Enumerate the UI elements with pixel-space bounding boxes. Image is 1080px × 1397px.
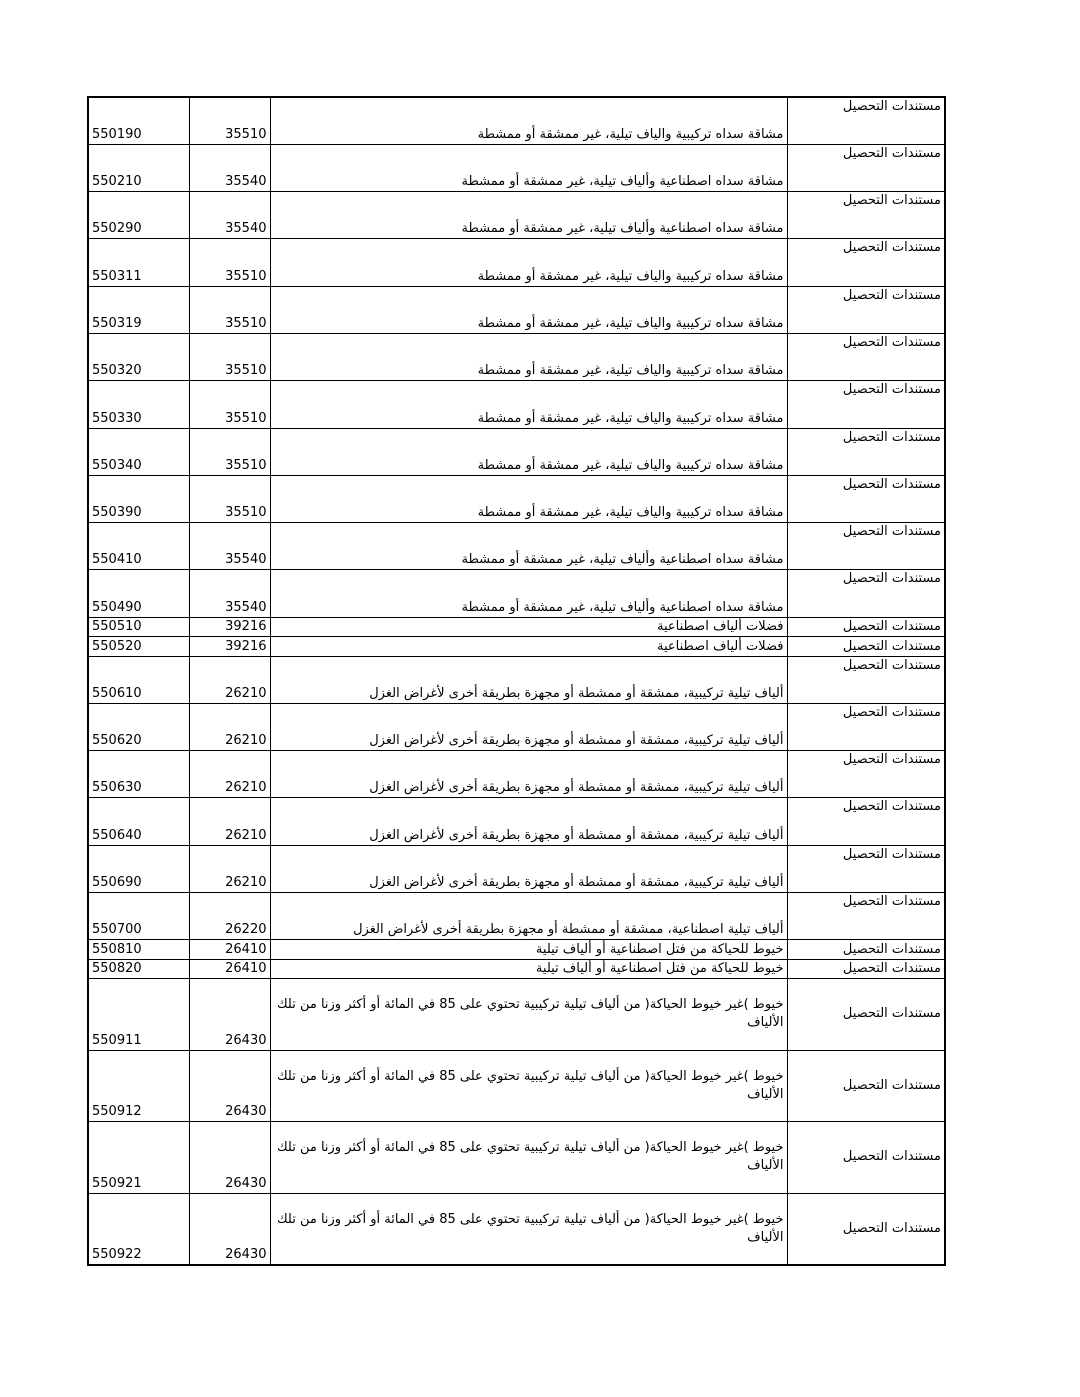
required-document-cell: مستندات التحصيل [787, 979, 945, 1051]
description-cell: فضلات ألياف اصطناعية [270, 617, 787, 636]
table-row [88, 523, 945, 570]
table-row [88, 428, 945, 475]
hs-code-cell: 550490 [88, 570, 189, 617]
description-cell: خيوط )غير خيوط الحياكة( من ألياف تيلية تركيبية تحتوي على 85 في المائة أو أكثر وزنا من تلك الألياف [270, 1193, 787, 1265]
table-row [88, 940, 945, 959]
category-code-cell: 26410 [189, 940, 270, 959]
required-document-cell: مستندات التحصيل [787, 144, 945, 191]
category-code-cell: 35540 [189, 192, 270, 239]
table-row [88, 381, 945, 428]
description-cell: مشاقة سداه اصطناعية وألياف تيلية، غير ممشقة أو ممشطة [270, 192, 787, 239]
table-row [88, 97, 945, 144]
hs-code-cell: 550390 [88, 475, 189, 522]
table-row [88, 1050, 945, 1122]
category-code-cell: 35540 [189, 144, 270, 191]
required-document-cell: مستندات التحصيل [787, 1050, 945, 1122]
table-row [88, 979, 945, 1051]
required-document-cell: مستندات التحصيل [787, 1193, 945, 1265]
hs-code-cell: 550319 [88, 286, 189, 333]
table-row [88, 286, 945, 333]
hs-code-cell: 550510 [88, 617, 189, 636]
category-code-cell: 35510 [189, 333, 270, 380]
category-code-cell: 35510 [189, 239, 270, 286]
description-cell: مشاقة سداه تركيبية والياف تيلية، غير ممشقة أو ممشطة [270, 381, 787, 428]
table-row [88, 570, 945, 617]
hs-code-cell: 550912 [88, 1050, 189, 1122]
category-code-cell: 35540 [189, 523, 270, 570]
category-code-cell: 26410 [189, 959, 270, 978]
hs-code-cell: 550520 [88, 637, 189, 656]
hs-code-cell: 550922 [88, 1193, 189, 1265]
description-cell: ألياف تيلية تركيبية، ممشقة أو ممشطة أو مجهزة بطريقة أخرى لأغراض الغزل [270, 751, 787, 798]
description-cell: مشاقة سداه تركيبية والياف تيلية، غير ممشقة أو ممشطة [270, 239, 787, 286]
table-row [88, 617, 945, 636]
required-document-cell: مستندات التحصيل [787, 845, 945, 892]
hs-code-cell: 550700 [88, 893, 189, 940]
table-row [88, 959, 945, 978]
required-document-cell: مستندات التحصيل [787, 893, 945, 940]
hs-code-cell: 550311 [88, 239, 189, 286]
description-cell: مشاقة سداه اصطناعية وألياف تيلية، غير ممشقة أو ممشطة [270, 144, 787, 191]
description-cell: خيوط )غير خيوط الحياكة( من ألياف تيلية تركيبية تحتوي على 85 في المائة أو أكثر وزنا من تلك الألياف [270, 979, 787, 1051]
table-row [88, 333, 945, 380]
required-document-cell: مستندات التحصيل [787, 703, 945, 750]
hs-code-cell: 550610 [88, 656, 189, 703]
description-cell: مشاقة سداه تركيبية والياف تيلية، غير ممشقة أو ممشطة [270, 97, 787, 144]
table-row [88, 637, 945, 656]
category-code-cell: 35540 [189, 570, 270, 617]
hs-code-cell: 550911 [88, 979, 189, 1051]
table-row [88, 239, 945, 286]
table-row [88, 845, 945, 892]
category-code-cell: 39216 [189, 617, 270, 636]
description-cell: مشاقة سداه تركيبية والياف تيلية، غير ممشقة أو ممشطة [270, 428, 787, 475]
required-document-cell: مستندات التحصيل [787, 617, 945, 636]
required-document-cell: مستندات التحصيل [787, 1122, 945, 1194]
category-code-cell: 39216 [189, 637, 270, 656]
hs-code-cell: 550340 [88, 428, 189, 475]
category-code-cell: 26210 [189, 845, 270, 892]
hs-code-cell: 550410 [88, 523, 189, 570]
table-row [88, 751, 945, 798]
required-document-cell: مستندات التحصيل [787, 637, 945, 656]
required-document-cell: مستندات التحصيل [787, 97, 945, 144]
hs-code-cell: 550820 [88, 959, 189, 978]
category-code-cell: 26430 [189, 1122, 270, 1194]
description-cell: مشاقة سداه تركيبية والياف تيلية، غير ممشقة أو ممشطة [270, 475, 787, 522]
hs-code-cell: 550210 [88, 144, 189, 191]
description-cell: ألياف تيلية تركيبية، ممشقة أو ممشطة أو مجهزة بطريقة أخرى لأغراض الغزل [270, 703, 787, 750]
category-code-cell: 35510 [189, 97, 270, 144]
category-code-cell: 26220 [189, 893, 270, 940]
description-cell: خيوط للحياكة من فتل اصطناعية أو ألياف تيلية [270, 959, 787, 978]
description-cell: ألياف تيلية تركيبية، ممشقة أو ممشطة أو مجهزة بطريقة أخرى لأغراض الغزل [270, 798, 787, 845]
category-code-cell: 26210 [189, 798, 270, 845]
required-document-cell: مستندات التحصيل [787, 333, 945, 380]
category-code-cell: 26430 [189, 979, 270, 1051]
hs-code-cell: 550330 [88, 381, 189, 428]
hs-code-cell: 550921 [88, 1122, 189, 1194]
required-document-cell: مستندات التحصيل [787, 192, 945, 239]
description-cell: خيوط )غير خيوط الحياكة( من ألياف تيلية تركيبية تحتوي على 85 في المائة أو أكثر وزنا من تلك الألياف [270, 1122, 787, 1194]
category-code-cell: 26210 [189, 703, 270, 750]
category-code-cell: 35510 [189, 428, 270, 475]
hs-code-cell: 550190 [88, 97, 189, 144]
required-document-cell: مستندات التحصيل [787, 751, 945, 798]
required-document-cell: مستندات التحصيل [787, 940, 945, 959]
table-row [88, 798, 945, 845]
required-document-cell: مستندات التحصيل [787, 523, 945, 570]
required-document-cell: مستندات التحصيل [787, 286, 945, 333]
description-cell: ألياف تيلية اصطناعية، ممشقة أو ممشطة أو مجهزة بطريقة أخرى لأغراض الغزل [270, 893, 787, 940]
hs-code-cell: 550630 [88, 751, 189, 798]
table-row [88, 475, 945, 522]
description-cell: مشاقة سداه تركيبية والياف تيلية، غير ممشقة أو ممشطة [270, 286, 787, 333]
tariff-table-body [88, 97, 945, 1265]
tariff-table [87, 96, 946, 1266]
description-cell: ألياف تيلية تركيبية، ممشقة أو ممشطة أو مجهزة بطريقة أخرى لأغراض الغزل [270, 656, 787, 703]
description-cell: مشاقة سداه تركيبية والياف تيلية، غير ممشقة أو ممشطة [270, 333, 787, 380]
category-code-cell: 26210 [189, 656, 270, 703]
table-row [88, 656, 945, 703]
required-document-cell: مستندات التحصيل [787, 959, 945, 978]
hs-code-cell: 550690 [88, 845, 189, 892]
category-code-cell: 26210 [189, 751, 270, 798]
category-code-cell: 35510 [189, 475, 270, 522]
category-code-cell: 26430 [189, 1193, 270, 1265]
hs-code-cell: 550640 [88, 798, 189, 845]
required-document-cell: مستندات التحصيل [787, 239, 945, 286]
hs-code-cell: 550320 [88, 333, 189, 380]
required-document-cell: مستندات التحصيل [787, 475, 945, 522]
hs-code-cell: 550620 [88, 703, 189, 750]
table-row [88, 1193, 945, 1265]
hs-code-cell: 550290 [88, 192, 189, 239]
description-cell: مشاقة سداه اصطناعية وألياف تيلية، غير ممشقة أو ممشطة [270, 523, 787, 570]
table-row [88, 703, 945, 750]
table-row [88, 192, 945, 239]
category-code-cell: 35510 [189, 286, 270, 333]
table-row [88, 1122, 945, 1194]
table-row [88, 893, 945, 940]
required-document-cell: مستندات التحصيل [787, 570, 945, 617]
table-row [88, 144, 945, 191]
description-cell: ألياف تيلية تركيبية، ممشقة أو ممشطة أو مجهزة بطريقة أخرى لأغراض الغزل [270, 845, 787, 892]
description-cell: خيوط للحياكة من فتل اصطناعية أو ألياف تيلية [270, 940, 787, 959]
category-code-cell: 26430 [189, 1050, 270, 1122]
required-document-cell: مستندات التحصيل [787, 656, 945, 703]
description-cell: خيوط )غير خيوط الحياكة( من ألياف تيلية تركيبية تحتوي على 85 في المائة أو أكثر وزنا من تلك الألياف [270, 1050, 787, 1122]
description-cell: فضلات ألياف اصطناعية [270, 637, 787, 656]
description-cell: مشاقة سداه اصطناعية وألياف تيلية، غير ممشقة أو ممشطة [270, 570, 787, 617]
required-document-cell: مستندات التحصيل [787, 798, 945, 845]
hs-code-cell: 550810 [88, 940, 189, 959]
required-document-cell: مستندات التحصيل [787, 381, 945, 428]
category-code-cell: 35510 [189, 381, 270, 428]
required-document-cell: مستندات التحصيل [787, 428, 945, 475]
